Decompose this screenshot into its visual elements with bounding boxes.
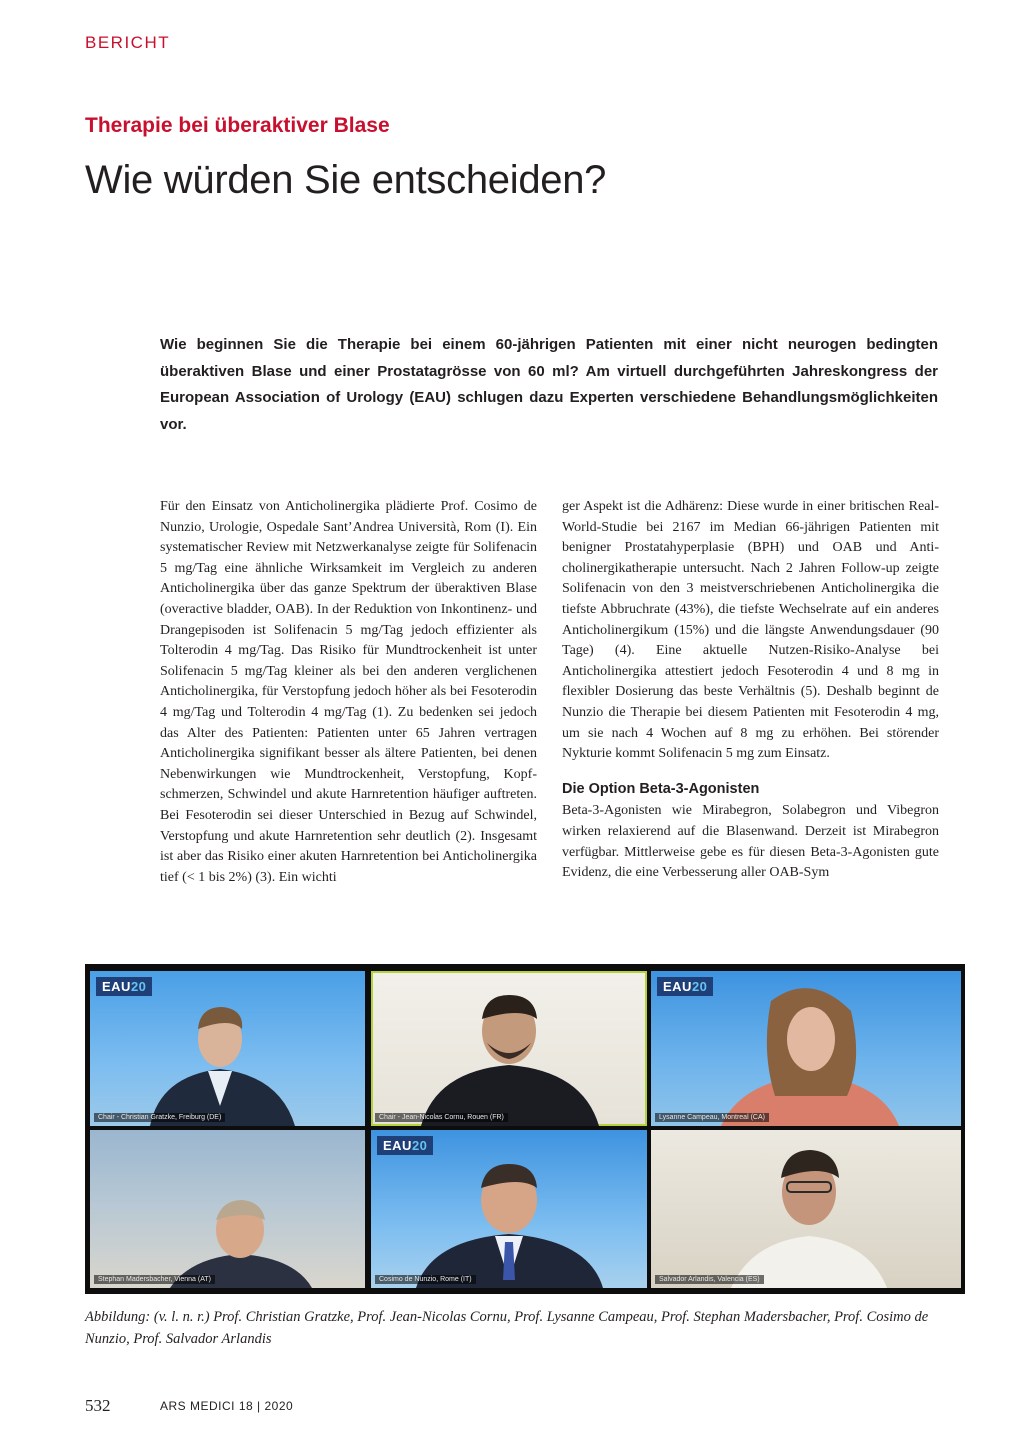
speaker-photo xyxy=(651,1130,961,1288)
section-label: BERICHT xyxy=(85,33,171,52)
video-tile xyxy=(651,1130,961,1288)
participant-nametag: Cosimo de Nunzio, Rome (IT) xyxy=(375,1275,476,1284)
article-headline: Wie würden Sie entscheiden? xyxy=(85,158,607,202)
video-tile xyxy=(90,1130,365,1288)
eau20-logo: EAU20 xyxy=(96,977,152,996)
journal-issue: ARS MEDICI 18 | 2020 xyxy=(160,1399,294,1413)
video-tile xyxy=(371,1130,647,1288)
figure-caption: Abbildung: (v. l. n. r.) Prof. Christian Gratzke, Prof. Jean-Nicolas Cornu, Prof. Lysanne Campeau, Prof. Stephan Madersbacher, Prof. Cosimo de Nunzio, Prof. Salvador Arlandis xyxy=(85,1309,929,1347)
body-column-left xyxy=(160,497,537,888)
page-number: 532 xyxy=(85,1396,111,1415)
participant-nametag: Chair - Christian Gratzke, Freiburg (DE) xyxy=(94,1113,225,1122)
speaker-photo xyxy=(90,1130,365,1288)
video-tile xyxy=(651,971,961,1126)
eau20-logo: EAU20 xyxy=(657,977,713,996)
eau20-logo: EAU20 xyxy=(377,1136,433,1155)
body-paragraph: Für den Einsatz von Anticholinergika plädierte Prof. Cosimo de Nunzio, Urologie, Ospedale Sant’Andrea Università, Rom (I). Ein systematischer Review mit Netzwerkanalyse zeigte für Solifenacin 5 mg/Tag eine ähnliche Wirksamkeit im Vergleich zu anderen Anticholinergika über das ganze Spektrum der überaktiven Blase (overactive bladder, OAB). In der Reduktion von Inkontinenz- und Drangepisoden ist Solifenacin 5 mg/Tag jedoch effizienter als Tolterodin 4 mg/Tag. Das Risiko für Mundtrockenheit ist unter Solifenacin 5 mg/Tag kleiner als bei den anderen verglichenen Anticholinergika, für Verstopfung jedoch höher als bei Fesoterodin 4 mg/Tag und Tolterodin 4 mg/Tag (1). Zu bedenken sei jedoch das Alter des Patienten: Patienten unter 65 Jahren vertragen Anticholinergika signifikant besser als ältere Patienten, bei denen Nebenwirkungen wie Mundtrockenheit, Verstopfung, Kopfschmerzen, Schwindel und akute Harnretention häufiger auftreten. Bei Fesoterodin sei dieser Unterschied in Bezug auf Schwindel, Verstopfung und akute Harnretention sehr deutlich (2). Insgesamt ist aber das Risiko einer akuten Harnretention bei Anticholinergika tief (< 1 bis 2%) (3). Ein wichti xyxy=(160,499,537,885)
video-tile xyxy=(90,971,365,1126)
body-column-right xyxy=(562,497,939,884)
video-tile xyxy=(371,971,647,1126)
video-conference-figure xyxy=(85,964,965,1294)
body-paragraph: ger Aspekt ist die Adhärenz: Diese wurde in einer britischen Real-World-Studie bei 2167 im Median 66-jährigen Patienten mit benigner Prostatahyperplasie (BPH) und OAB und Anticholinergikatherapie untersucht. Nach 2 Jahren Follow-up zeigte Solifenacin von den 3 meistverschriebenen Anticholinergika die tiefste Abbruchrate (43%), die tiefste Wechselrate auf ein anderes Anticholinergikum (15%) und die längste Anwendungsdauer (90 Tage) (4). Eine aktuelle Nutzen-Risiko-Analyse bei Anticholinergika attestiert jedoch Fesoterodin 4 und 8 mg in flexibler Dosierung das beste Verhältnis (5). Deshalb beginnt de Nunzio die Therapie bei diesem Patienten mit Fesoterodin 4 mg, um sie nach 4 Wochen auf 8 mg zu erhöhen. Bei störender Nykturie kommt Solifenacin 5 mg zum Einsatz. xyxy=(562,499,939,762)
participant-nametag: Salvador Arlandis, Valencia (ES) xyxy=(655,1275,764,1284)
article-kicker: Therapie bei überaktiver Blase xyxy=(85,114,390,137)
speaker-photo xyxy=(371,971,647,1126)
body-paragraph: Beta-3-Agonisten wie Mirabegron, Solabegron und Vibegron wirken relaxierend auf die Blasenwand. Derzeit ist Mirabegron verfügbar. Mittlerweise gebe es für diesen Beta-3-Agonisten gute Evidenz, die eine Verbesserung aller OAB-Sym xyxy=(562,803,939,881)
participant-nametag: Lysanne Campeau, Montreal (CA) xyxy=(655,1113,769,1122)
participant-nametag: Stephan Madersbacher, Vienna (AT) xyxy=(94,1275,215,1284)
article-lead: Wie beginnen Sie die Therapie bei einem 60-jährigen Patienten mit einer nicht neurogen bedingten überaktiven Blase und einer Prostatagrösse von 60 ml? Am virtuell durchgeführten Jahreskongress der European Association of Urology (EAU) schlugen dazu Experten verschiedene Behandlungsmöglichkeiten vor. xyxy=(160,336,938,434)
subheading: Die Option Beta-3-Agonisten xyxy=(562,780,760,797)
participant-nametag: Chair - Jean-Nicolas Cornu, Rouen (FR) xyxy=(375,1113,508,1122)
